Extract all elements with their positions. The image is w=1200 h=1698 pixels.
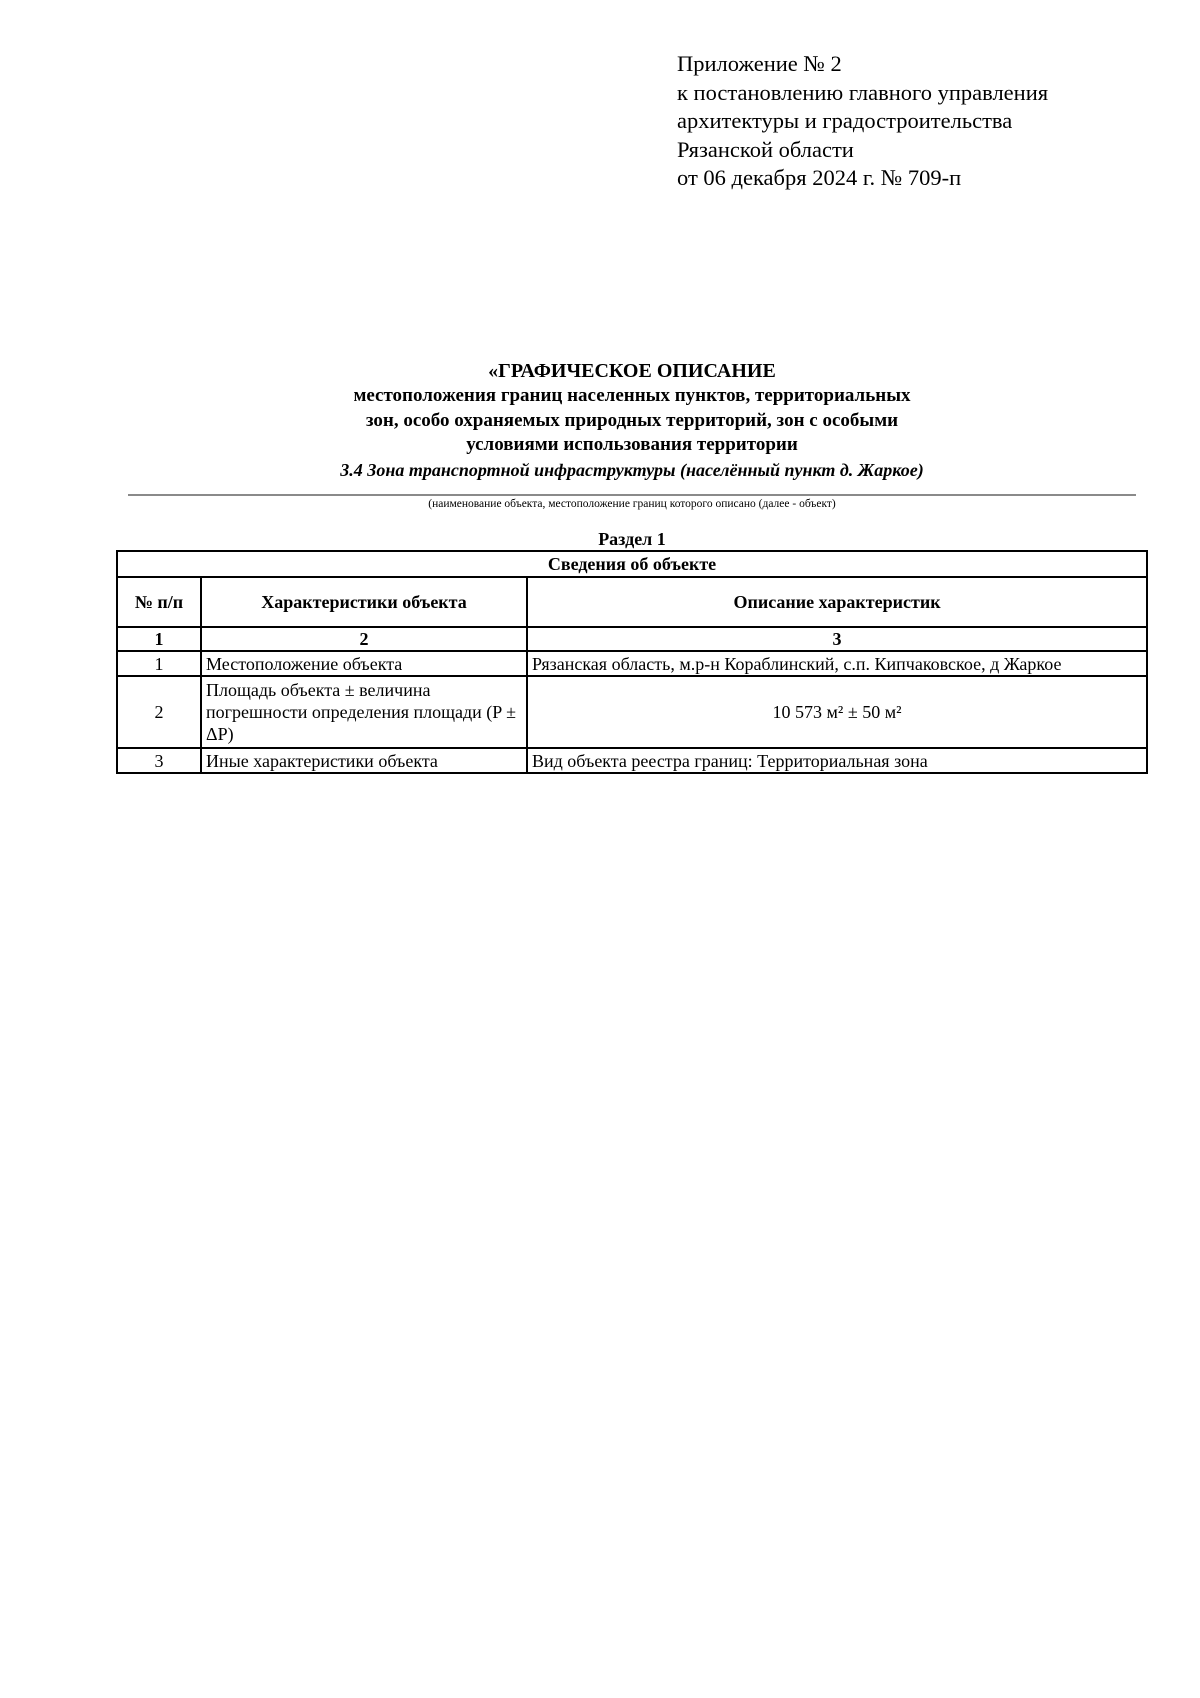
appendix-line: от 06 декабря 2024 г. № 709-п — [677, 165, 962, 190]
column-number: 2 — [201, 627, 527, 651]
appendix-line: Рязанской области — [677, 136, 854, 162]
table-row — [117, 748, 1147, 773]
appendix-header — [677, 50, 1048, 193]
object-name-caption: (наименование объекта, местоположение границ которого описано (далее - объект) — [428, 498, 836, 510]
header-num: № п/п — [117, 577, 201, 627]
table-caption-row — [117, 551, 1147, 577]
title-subtitle-line: местоположения границ населенных пунктов, территориальных — [353, 385, 911, 406]
table-row — [117, 651, 1147, 676]
table-header-row — [117, 577, 1147, 627]
document-title — [128, 358, 1136, 482]
title-subtitle — [128, 384, 1136, 458]
row-description: Вид объекта реестра границ: Территориальная зона — [527, 748, 1147, 773]
object-name: 3.4 Зона транспортной инфраструктуры (населённый пункт д. Жаркое) — [340, 459, 924, 480]
object-info-table — [116, 550, 1148, 774]
column-number-row — [117, 627, 1147, 651]
object-name-underline — [128, 494, 1136, 496]
column-number: 1 — [117, 627, 201, 651]
row-description: Рязанская область, м.р-н Кораблинский, с.п. Кипчаковское, д Жаркое — [527, 651, 1147, 676]
section-title: Раздел 1 — [598, 529, 666, 549]
appendix-line: Приложение № 2 — [677, 51, 842, 76]
row-num: 2 — [117, 676, 201, 748]
row-characteristic: Иные характеристики объекта — [201, 748, 527, 773]
row-characteristic: Местоположение объекта — [201, 651, 527, 676]
row-characteristic: Площадь объекта ± величина погрешности определения площади (P ± ΔP) — [201, 676, 527, 748]
header-characteristic: Характеристики объекта — [201, 577, 527, 627]
title-subtitle-line: условиями использования территории — [466, 434, 798, 455]
title-subtitle-line: зон, особо охраняемых природных территорий, зон с особыми — [365, 409, 899, 431]
row-description: 10 573 м² ± 50 м² — [527, 676, 1147, 748]
table-row — [117, 676, 1147, 748]
appendix-line: к постановлению главного управления — [677, 79, 1049, 105]
appendix-line: архитектуры и градостроительства — [677, 108, 1013, 133]
column-number: 3 — [527, 627, 1147, 651]
title-main: «ГРАФИЧЕСКОЕ ОПИСАНИЕ — [488, 360, 776, 382]
row-num: 1 — [117, 651, 201, 676]
header-description: Описание характеристик — [527, 577, 1147, 627]
row-num: 3 — [117, 748, 201, 773]
table-caption: Сведения об объекте — [117, 551, 1147, 577]
